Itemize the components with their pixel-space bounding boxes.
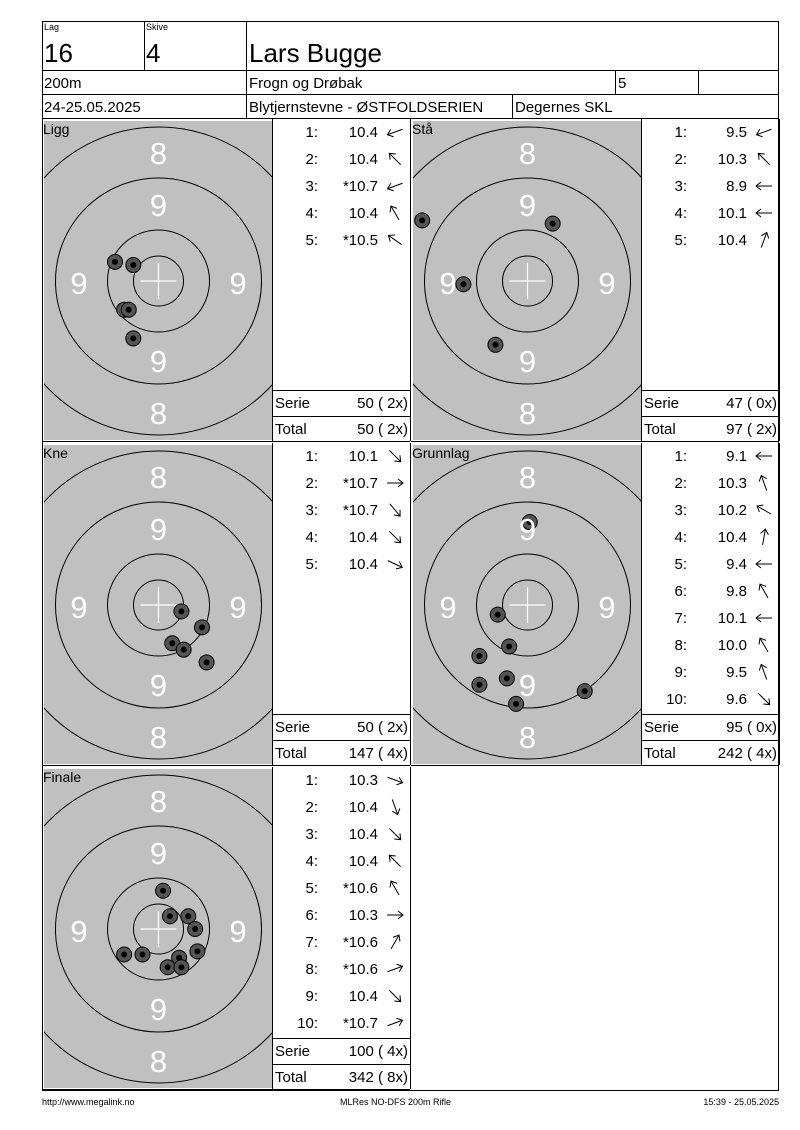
shot-direction-arrow-icon — [753, 447, 775, 465]
shot-number: 10: — [666, 691, 687, 708]
shot-direction-arrow-icon — [384, 150, 406, 168]
shot-number: 1: — [305, 448, 318, 465]
center-crosshair — [141, 263, 177, 299]
shot-number: 1: — [674, 124, 687, 141]
column-divider — [410, 119, 411, 441]
shot-number: 2: — [674, 475, 687, 492]
shot-direction-arrow-icon — [753, 474, 775, 492]
ring-number-label: 9 — [70, 914, 88, 949]
total-label: Total — [644, 745, 676, 762]
shot-number: 10: — [297, 1015, 318, 1032]
shot-score: *10.7 — [342, 178, 378, 195]
ring-number-label: 9 — [229, 590, 247, 625]
target-sta — [413, 121, 642, 440]
total-label: Total — [275, 745, 307, 762]
shot-number: 3: — [305, 502, 318, 519]
column-divider — [641, 119, 642, 441]
shot-direction-arrow-icon — [384, 879, 406, 897]
serie-value: 50 ( 2x) — [357, 395, 408, 412]
hit-marker — [121, 302, 136, 317]
target-rings-grunnlag — [413, 445, 642, 764]
shot-direction-arrow-icon — [384, 501, 406, 519]
shot-score: 10.4 — [348, 205, 378, 222]
ring-number-label: 9 — [70, 266, 88, 301]
lag-value: 16 — [44, 38, 73, 68]
shot-direction-arrow-icon — [753, 636, 775, 654]
summary-divider — [272, 390, 410, 391]
shot-number: 8: — [674, 637, 687, 654]
shot-direction-arrow-icon — [753, 501, 775, 519]
serie-value: 47 ( 0x) — [726, 395, 777, 412]
ring-number-label: 9 — [518, 512, 537, 547]
shot-score: *10.5 — [342, 232, 378, 249]
total-label: Total — [275, 1069, 307, 1086]
shot-direction-arrow-icon — [384, 1014, 406, 1032]
column-divider — [272, 767, 273, 1089]
shot-score: 10.2 — [717, 502, 747, 519]
summary-divider — [641, 714, 779, 715]
hit-marker — [126, 258, 141, 273]
shot-score: 10.4 — [348, 826, 378, 843]
hit-marker — [160, 960, 175, 975]
block-divider — [42, 765, 410, 766]
shot-direction-arrow-icon — [753, 123, 775, 141]
shot-number: 6: — [305, 907, 318, 924]
block-divider — [42, 1089, 410, 1090]
target-rings-finale — [44, 769, 273, 1088]
column-divider — [779, 119, 780, 441]
shot-score: 10.1 — [717, 205, 747, 222]
footer-software: MLRes NO-DFS 200m Rifle — [340, 1097, 452, 1107]
serie-value: 100 ( 4x) — [348, 1043, 408, 1060]
hit-marker — [188, 922, 203, 937]
column-divider — [410, 443, 411, 765]
target-rings-sta — [413, 121, 642, 440]
distance: 200m — [44, 75, 82, 92]
serie-label: Serie — [644, 395, 680, 412]
column-divider — [779, 443, 780, 765]
shot-number: 4: — [674, 205, 687, 222]
shot-direction-arrow-icon — [753, 177, 775, 195]
shot-score: *10.7 — [342, 475, 378, 492]
ring-number-label: 9 — [518, 668, 537, 703]
hit-marker — [472, 677, 487, 692]
shot-direction-arrow-icon — [384, 933, 406, 951]
hit-marker — [126, 331, 141, 346]
shot-score: 10.4 — [348, 799, 378, 816]
series-label-finale: Finale — [43, 769, 82, 785]
hit-marker — [456, 277, 471, 292]
shot-score: *10.6 — [342, 934, 378, 951]
ring-number-label: 9 — [149, 668, 168, 703]
shot-direction-arrow-icon — [384, 852, 406, 870]
ring-number-label: 9 — [518, 188, 537, 223]
series-label-kne: Kne — [43, 445, 68, 461]
shot-score: 10.4 — [348, 988, 378, 1005]
shot-score: 9.5 — [726, 664, 747, 681]
serie-value: 50 ( 2x) — [357, 719, 408, 736]
shot-direction-arrow-icon — [384, 231, 406, 249]
shot-score: 9.5 — [726, 124, 747, 141]
hit-marker — [190, 944, 205, 959]
column-divider — [410, 767, 411, 1089]
hit-marker — [490, 607, 505, 622]
hit-marker — [577, 684, 592, 699]
hit-marker — [472, 649, 487, 664]
column-divider — [272, 443, 273, 765]
ring-number-label: 9 — [439, 266, 457, 301]
shot-number: 2: — [305, 151, 318, 168]
shot-number: 5: — [305, 556, 318, 573]
shot-score: *10.7 — [342, 1015, 378, 1032]
serie-label: Serie — [275, 719, 311, 736]
ring-number-label: 9 — [70, 590, 88, 625]
total-label: Total — [275, 421, 307, 438]
shot-number: 4: — [305, 529, 318, 546]
shot-direction-arrow-icon — [384, 825, 406, 843]
total-value: 50 ( 2x) — [357, 421, 408, 438]
shot-score: *10.6 — [342, 961, 378, 978]
shot-direction-arrow-icon — [753, 150, 775, 168]
host-club: Degernes SKL — [515, 99, 613, 116]
shot-direction-arrow-icon — [753, 231, 775, 249]
shot-direction-arrow-icon — [384, 474, 406, 492]
hit-marker — [174, 604, 189, 619]
summary-divider — [272, 1064, 410, 1065]
ring-number-label: 9 — [229, 266, 247, 301]
shot-direction-arrow-icon — [384, 555, 406, 573]
ring-number-label: 9 — [518, 344, 537, 379]
total-value: 147 ( 4x) — [348, 745, 408, 762]
shot-score: 9.6 — [726, 691, 747, 708]
shot-direction-arrow-icon — [753, 528, 775, 546]
shot-direction-arrow-icon — [384, 123, 406, 141]
column-divider — [272, 119, 273, 441]
serie-value: 95 ( 0x) — [726, 719, 777, 736]
ring-number-label: 8 — [518, 136, 537, 171]
ring-number-label: 9 — [149, 836, 168, 871]
shot-number: 1: — [305, 772, 318, 789]
summary-divider — [272, 740, 410, 741]
shot-score: 10.1 — [348, 448, 378, 465]
total-value: 97 ( 2x) — [726, 421, 777, 438]
shot-number: 2: — [305, 475, 318, 492]
footer-timestamp: 15:39 - 25.05.2025 — [703, 1097, 779, 1107]
center-crosshair — [141, 587, 177, 623]
summary-divider — [272, 714, 410, 715]
serie-label: Serie — [644, 719, 680, 736]
shot-score: 10.3 — [717, 475, 747, 492]
hit-marker — [176, 642, 191, 657]
shot-number: 7: — [305, 934, 318, 951]
hit-marker — [502, 639, 517, 654]
ring-number-label: 9 — [598, 266, 616, 301]
block-divider — [411, 441, 779, 442]
summary-divider — [641, 390, 779, 391]
ring-number-label: 9 — [149, 188, 168, 223]
shot-score: 10.4 — [348, 853, 378, 870]
shot-number: 7: — [674, 610, 687, 627]
ring-number-label: 8 — [149, 720, 168, 755]
column-divider — [641, 443, 642, 765]
shot-number: 2: — [305, 799, 318, 816]
ring-number-label: 8 — [149, 460, 168, 495]
ring-number-label: 8 — [149, 136, 168, 171]
ring-number-label: 8 — [518, 460, 537, 495]
summary-divider — [272, 416, 410, 417]
total-value: 242 ( 4x) — [717, 745, 777, 762]
shot-number: 5: — [305, 232, 318, 249]
shot-number: 9: — [674, 664, 687, 681]
center-crosshair — [510, 587, 546, 623]
ring-number-label: 8 — [149, 1044, 168, 1079]
event-name: Blytjernstevne - ØSTFOLDSERIEN — [249, 99, 484, 116]
summary-divider — [641, 740, 779, 741]
shot-score: 10.3 — [348, 907, 378, 924]
shot-direction-arrow-icon — [384, 204, 406, 222]
event-date: 24-25.05.2025 — [44, 99, 141, 116]
series-label-ligg: Ligg — [43, 121, 70, 137]
shot-direction-arrow-icon — [753, 690, 775, 708]
shot-number: 4: — [674, 529, 687, 546]
shot-direction-arrow-icon — [384, 906, 406, 924]
shot-score: 10.3 — [717, 151, 747, 168]
shot-score: 10.0 — [717, 637, 747, 654]
shot-number: 8: — [305, 961, 318, 978]
ring-number-label: 9 — [149, 512, 168, 547]
shot-direction-arrow-icon — [384, 987, 406, 1005]
shot-number: 5: — [674, 232, 687, 249]
shot-direction-arrow-icon — [753, 609, 775, 627]
block-divider — [411, 765, 779, 766]
shot-direction-arrow-icon — [753, 555, 775, 573]
shot-number: 2: — [674, 151, 687, 168]
target-rings-kne — [44, 445, 273, 764]
ring-number-label: 8 — [149, 396, 168, 431]
shot-score: *10.7 — [342, 502, 378, 519]
ring-number-label: 9 — [598, 590, 616, 625]
ring-number-label: 9 — [439, 590, 457, 625]
serie-label: Serie — [275, 395, 311, 412]
target-finale — [44, 769, 273, 1088]
hit-marker — [107, 254, 122, 269]
target-kne — [44, 445, 273, 764]
class-value: 5 — [618, 75, 627, 92]
target-grunnlag — [413, 445, 642, 764]
shot-number: 6: — [674, 583, 687, 600]
shot-direction-arrow-icon — [384, 771, 406, 789]
series-label-grunnlag: Grunnlag — [412, 445, 470, 461]
hit-marker — [545, 216, 560, 231]
target-rings-ligg — [44, 121, 273, 440]
hit-marker — [415, 213, 430, 228]
shot-score: *10.6 — [342, 880, 378, 897]
shot-score: 8.9 — [726, 178, 747, 195]
shot-score: 10.4 — [348, 529, 378, 546]
total-label: Total — [644, 421, 676, 438]
ring-number-label: 9 — [229, 914, 247, 949]
footer-url[interactable]: http://www.megalink.no — [42, 1097, 135, 1107]
shot-direction-arrow-icon — [753, 663, 775, 681]
summary-divider — [272, 1038, 410, 1039]
hit-marker — [156, 883, 171, 898]
club-name: Frogn og Drøbak — [249, 75, 363, 92]
hit-marker — [499, 671, 514, 686]
ring-number-label: 8 — [149, 784, 168, 819]
center-crosshair — [510, 263, 546, 299]
summary-divider — [641, 416, 779, 417]
shot-number: 3: — [674, 502, 687, 519]
shot-score: 10.1 — [717, 610, 747, 627]
hit-marker — [135, 947, 150, 962]
shot-direction-arrow-icon — [384, 798, 406, 816]
shot-number: 1: — [674, 448, 687, 465]
total-value: 342 ( 8x) — [348, 1069, 408, 1086]
shot-score: 10.4 — [717, 529, 747, 546]
shot-number: 1: — [305, 124, 318, 141]
hit-marker — [117, 947, 132, 962]
shot-direction-arrow-icon — [384, 960, 406, 978]
skive-value: 4 — [146, 38, 161, 68]
shot-direction-arrow-icon — [753, 582, 775, 600]
hit-marker — [162, 909, 177, 924]
shot-score: 9.1 — [726, 448, 747, 465]
hit-marker — [488, 337, 503, 352]
skive-label: Skive — [146, 22, 169, 32]
shooter-name: Lars Bugge — [249, 38, 382, 68]
block-divider — [42, 441, 410, 442]
shot-number: 3: — [674, 178, 687, 195]
shot-number: 9: — [305, 988, 318, 1005]
ring-number-label: 9 — [149, 992, 168, 1027]
target-ligg — [44, 121, 273, 440]
shot-direction-arrow-icon — [753, 204, 775, 222]
shot-score: 10.4 — [348, 556, 378, 573]
shot-score: 10.4 — [348, 151, 378, 168]
shot-score: 10.4 — [348, 124, 378, 141]
lag-label: Lag — [44, 22, 60, 32]
shot-number: 3: — [305, 826, 318, 843]
serie-label: Serie — [275, 1043, 311, 1060]
shot-number: 3: — [305, 178, 318, 195]
shot-score: 10.4 — [717, 232, 747, 249]
hit-marker — [174, 960, 189, 975]
series-label-sta: Stå — [412, 121, 434, 137]
shot-direction-arrow-icon — [384, 528, 406, 546]
hit-marker — [195, 620, 210, 635]
shot-number: 4: — [305, 853, 318, 870]
ring-number-label: 8 — [518, 720, 537, 755]
shot-number: 4: — [305, 205, 318, 222]
hit-marker — [199, 655, 214, 670]
shot-score: 9.8 — [726, 583, 747, 600]
shot-score: 10.3 — [348, 772, 378, 789]
ring-number-label: 8 — [518, 396, 537, 431]
shot-direction-arrow-icon — [384, 177, 406, 195]
ring-number-label: 9 — [149, 344, 168, 379]
shot-direction-arrow-icon — [384, 447, 406, 465]
shot-score: 9.4 — [726, 556, 747, 573]
shot-number: 5: — [305, 880, 318, 897]
shot-number: 5: — [674, 556, 687, 573]
